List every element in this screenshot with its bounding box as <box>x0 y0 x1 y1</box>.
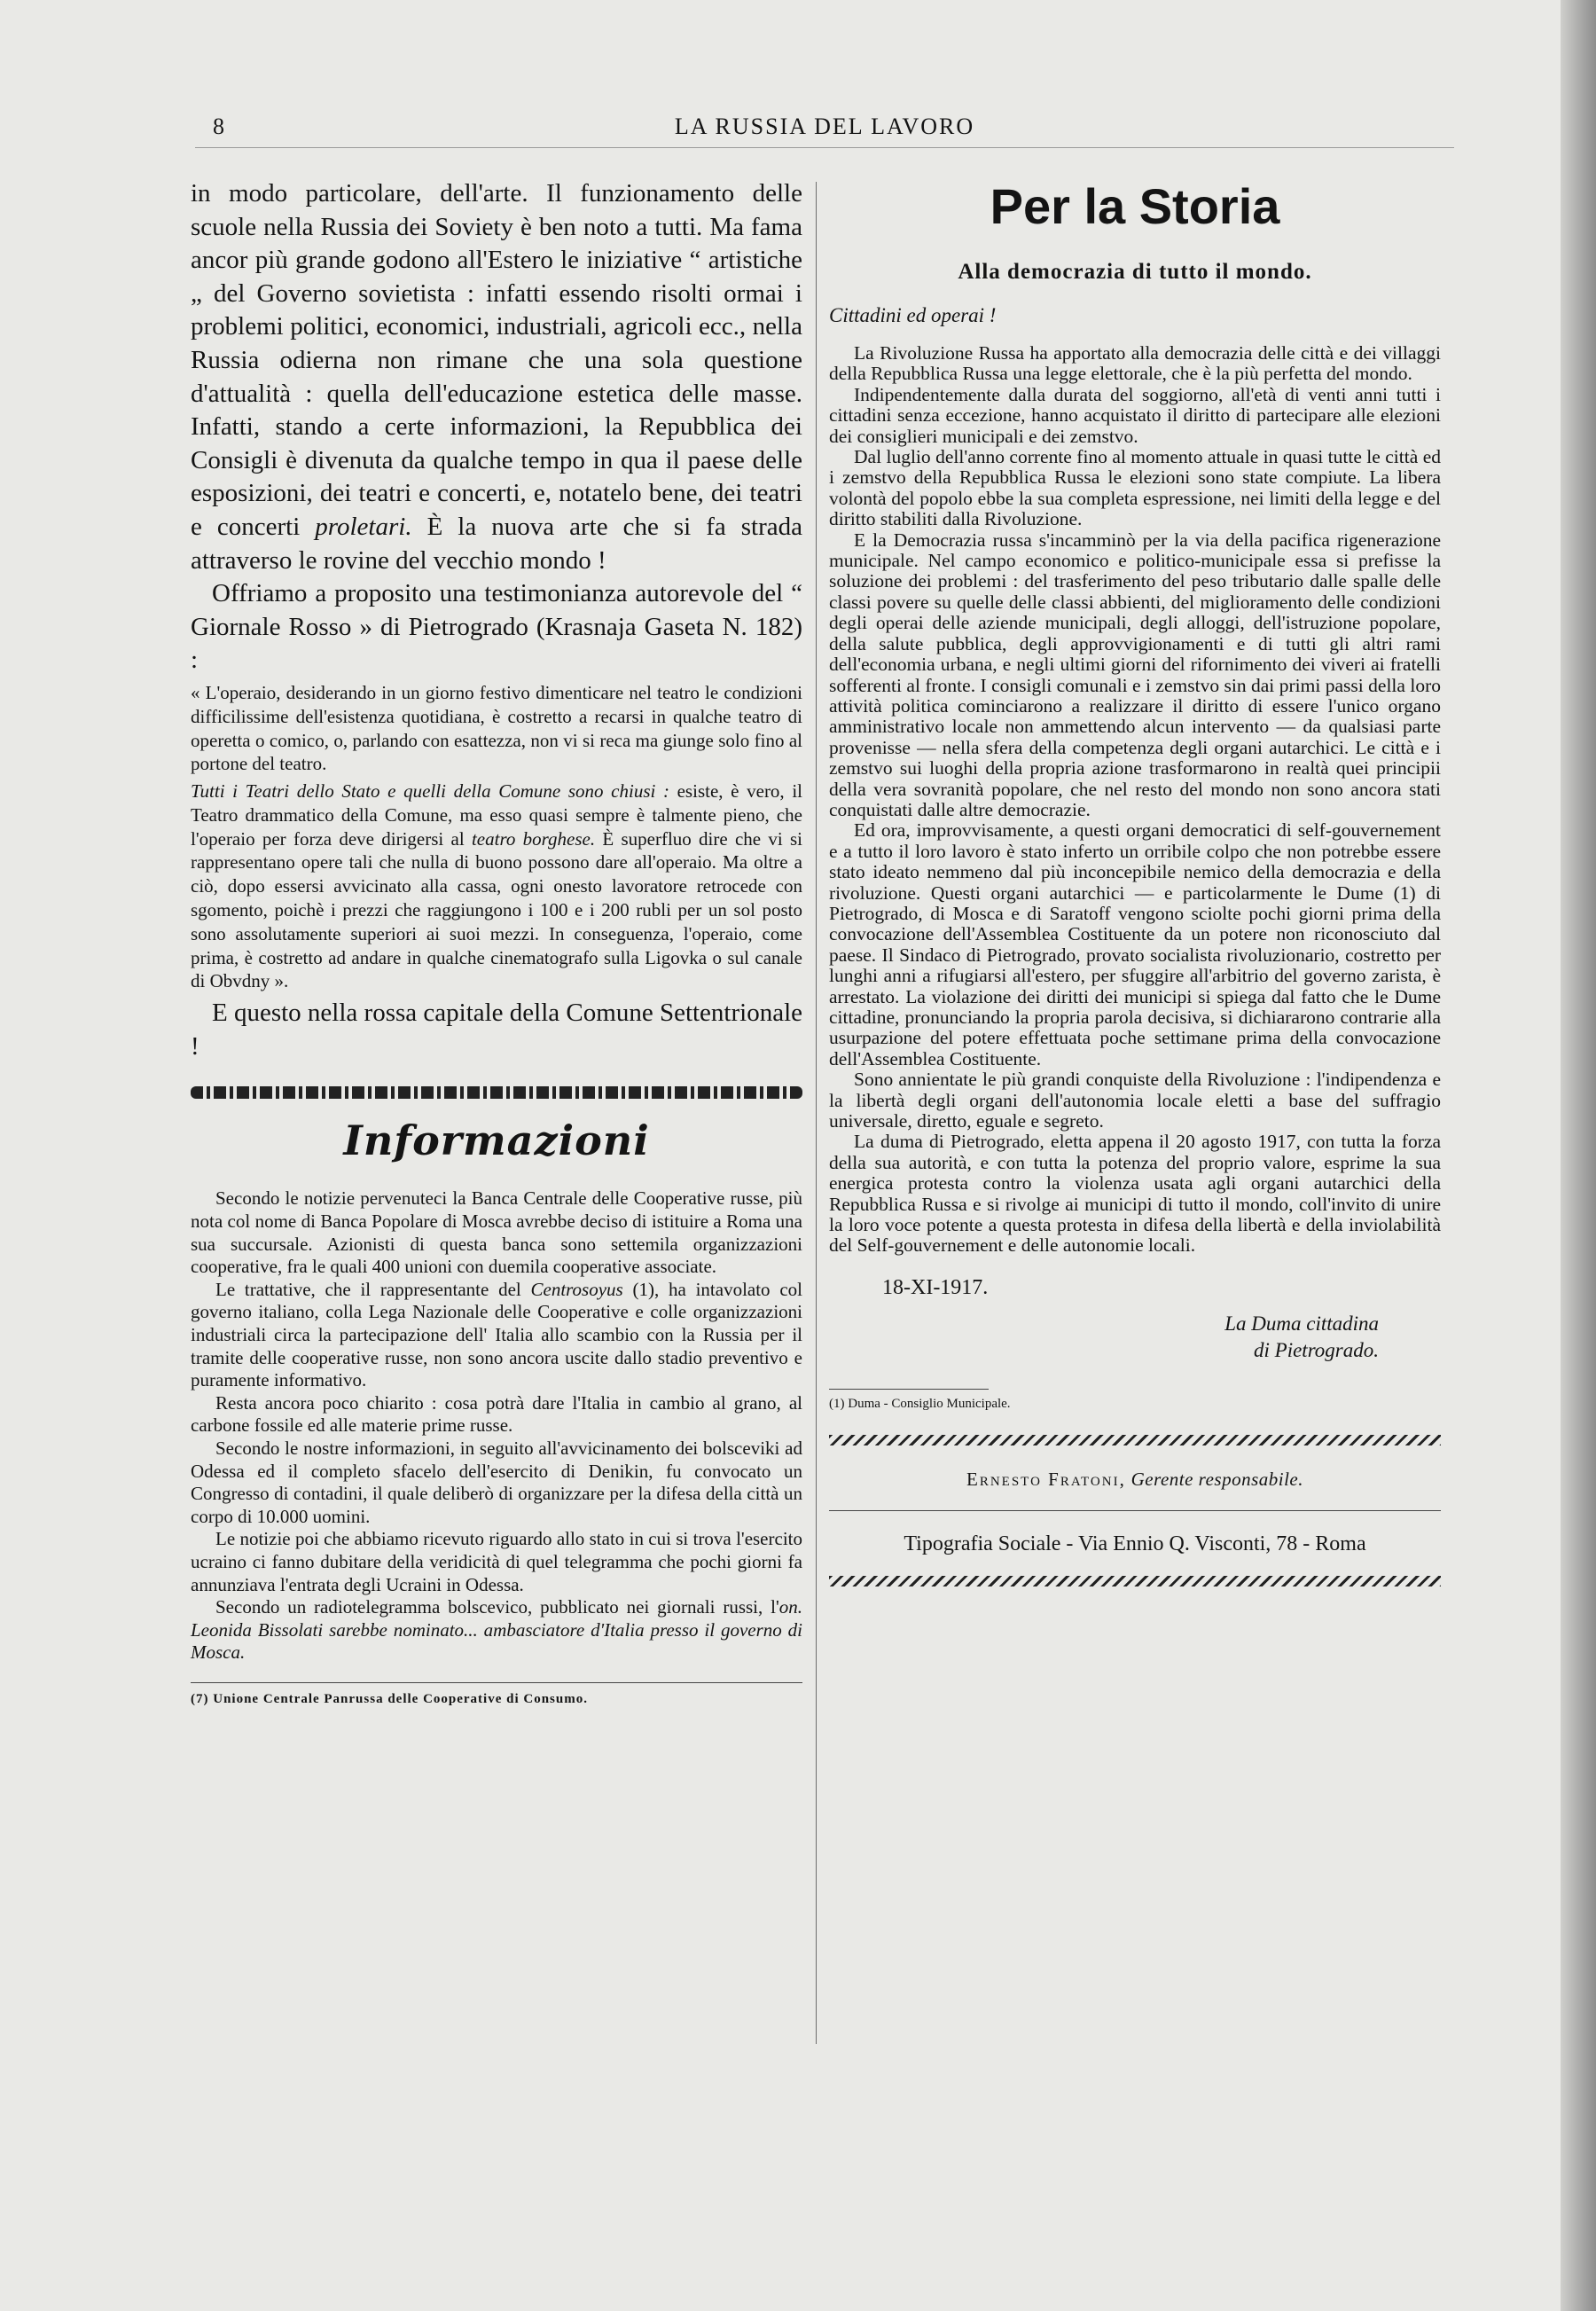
informazioni-heading: Informazioni <box>343 1116 650 1165</box>
article-continuation: in modo particolare, dell'arte. Il funzionamento delle scuole nella Russia dei Soviety è ben noto a tutti. Ma fama ancor più grande godono all'Estero le iniziative “ artistiche „ del Governo sovietista : infatti essendo risolti ormai i problemi politici, economici, industriali, agricoli ecc., nella Russia odierna non rimane che una sola questione d'attualità : quella dell'educazione estetica delle masse. Infatti, stando a certe informazioni, la Repubblica dei Consigli è divenuta da qualche tempo in qua il paese delle esposizioni, dei teatri e concerti, e, notatelo bene, dei teatri e concerti proletari. È la nuova arte che si fa strada attraverso le rovine del vecchio mondo ! <box>191 179 802 575</box>
article-body: La Rivoluzione Russa ha apportato alla democrazia delle città e dei villaggi della Repubblica Russa una legge elettorale, che è la più perfetta del mondo. Indipendentemente dalla durata del soggiorno, all'età di venti anni tutti i cittadini senza eccezione, hanno acquistato il diritto di partecipare alle elezioni dei consiglieri municipali e dei zemstvo. Dal luglio dell'anno corrente fino al momento attuale in quasi tutte le città ed i zemstvo della Repubblica Russa le elezioni sono state compiute. La libera volontà del popolo ebbe la sua completa espressione, nei limiti della legge e del diritto stabiliti dalla Rivoluzione. E la Democrazia russa s'incamminò per la via della pacifica rigenerazione municipale. Nel campo economico e politico-municipale essa si prefisse la soluzione dei problemi : del trasferimento del peso tributario dalle spalle delle classi povere su quelle delle classi abbienti, del miglioramento delle condizioni degli operai delle aziende municipali, degli alloggi, dell'istruzione popolare, della salute pubblica, degli approvvigionamenti e di tutti gli altri rami dell'economia urbana, e negli ultimi giorni del rifornimento dei viveri ai fratelli sofferenti al fronte. I consigli comunali e i zemstvo sin dai primi passi della loro attività politica cominciarono a realizzare il diritto di essere l'unico organo amministrativo locale non ammettendo alcun intervento — da qualsiasi parte provenisse — nella sfera della competenza degli organi autarchici. Le città e i zemstvo sui luoghi della propria azione trasformarono in realtà quei principii della vera sovranità popolare, che nel resto del mondo non sono ancora stati conquistati dalle altre democrazie. Ed ora, improvvisamente, a questi organi democratici di self-gouvernement e a tutto il loro lavoro è stato inferto un orribile colpo che non potrebbe essere stato ideato nemmeno dal più inconcepibile nemico della democrazia e della rivoluzione. Questi organi autarchici — e particolarmente le Dume (1) di Pietrogrado, di Mosca e di Saratoff vengono sciolte pochi giorni prima della convocazione dell'Assemblea Costituente da un potere non riconosciuto dal paese. Il Sindaco di Pietrogrado, provato socialista rivoluzionario, costretto per lunghi anni a rifugiarsi all'estero, per sfuggire all'arbitrio del governo zarista, è arrestato. La violazione dei diritti dei municipi si spiega dal fatto che le Dume cittadine, pronunciando la propria parola decisiva, si dichiararono contrarie alla usurpazione del potere effettuata poche settimane prima della convocazione dell'Assemblea Costituente. Sono annientate le più grandi conquiste della Rivoluzione : l'indipendenza e la libertà degli organi dell'autonomia locale eletti a base del suffragio universale, diretto, eguale e segreto. La duma di Pietrogrado, eletta appena il 20 agosto 1917, con tutta la forza della sua autorità, e con tutta la potenza del proprio valore, esprime la sua energica protesta contro la violenza usata agli organi autarchici della Repubblica Russa e si rivolge ai municipi di tutto il mondo, coll'invito di unire la loro voce potente a questa protesta in difesa della libertà e della inviolabilità del Self-gouvernement e delle autonomie locali. <box>829 342 1441 1257</box>
page-number: 8 <box>213 114 226 139</box>
page-edge <box>1561 0 1596 2311</box>
printer-imprint: Tipografia Sociale - Via Ennio Q. Visconti, 78 - Roma <box>904 1532 1366 1555</box>
article-paragraph: Offriamo a proposito una testimonianza autorevole del “ Giornale Rosso » di Pietrogrado (Krasnaja Gaseta N. 182) : <box>191 579 802 675</box>
publisher-credit: Ernesto Fratoni, Gerente responsabile. <box>966 1468 1303 1490</box>
right-column <box>829 177 1441 1586</box>
article-subtitle: Alla democrazia di tutto il mondo. <box>958 260 1312 284</box>
ornamental-divider <box>829 1576 1441 1586</box>
informazioni-section: Secondo le notizie pervenuteci la Banca Centrale delle Cooperative russe, più nota col nome di Banca Popolare di Mosca avrebbe deciso di istituire a Roma una sua succursale. Azionisti di questa banca sono settemila organizzazioni cooperative, fra le quali 400 unioni con duemila cooperative associate. Le trattative, che il rappresentante del Centrosoyus (1), ha intavolato col governo italiano, colla Lega Nazionale delle Cooperative e colle organizzazioni industriali circa la partecipazione dell' Italia allo scambio con la Russia per il tramite delle cooperative russe, non sono ancora uscite dallo stadio preventivo e puramente informativo. Resta ancora poco chiarito : cosa potrà dare l'Italia in cambio al grano, al carbone fossile ed alle materie prime russe. Secondo le nostre informazioni, in seguito all'avvicinamento dei bolsceviki ad Odessa ed il completo sfacelo dell'esercito di Denikin, fu convocato un Congresso di contadini, il quale deliberò di organizzare per la difesa della città un corpo di 10.000 uomini. Le notizie poi che abbiamo ricevuto riguardo allo stato in cui si trova l'esercito ucraino ci fanno dubitare della veridicità di quel telegramma che pochi giorni fa annunziava l'entrata degli Ucraini in Odessa. Secondo un radiotelegramma bolscevico, pubblicato nei giornali russi, l'on. Leonida Bissolati sarebbe nominato... ambasciatore d'Italia presso il governo di Mosca. (7) Unione Centrale Panrussa delle Cooperative di Consumo. <box>191 1187 802 1706</box>
signature: La Duma cittadina di Pietrogrado. <box>1224 1312 1379 1361</box>
footnote: (1) Duma - Consiglio Municipale. <box>829 1396 1011 1411</box>
salutation: Cittadini ed operai ! <box>829 304 997 326</box>
column-divider <box>816 182 817 2044</box>
article-date: 18-XI-1917. <box>882 1275 989 1299</box>
divider-line <box>829 1510 1441 1511</box>
ornamental-divider <box>829 1435 1441 1445</box>
article-title: Per la Storia <box>990 178 1280 234</box>
ornamental-divider <box>191 1086 802 1099</box>
article-closing: E questo nella rossa capitale della Comune Settentrionale ! <box>191 999 802 1061</box>
journal-title: LA RUSSIA DEL LAVORO <box>674 114 975 139</box>
footnote: (7) Unione Centrale Panrussa delle Cooperative di Consumo. <box>191 1682 802 1707</box>
left-column <box>191 177 802 1707</box>
running-head <box>195 105 1454 148</box>
footnote-rule <box>829 1389 989 1390</box>
quoted-passage: « L'operaio, desiderando in un giorno festivo dimenticare nel teatro le condizioni difficilissime dell'esistenza quotidiana, è costretto a recarsi in qualche teatro di operetta o comico, o, parlando con esattezza, non vi si reca ma giunge solo fino al portone del teatro. Tutti i Teatri dello Stato e quelli della Comune sono chiusi : esiste, è vero, il Teatro drammatico della Comune, ma esso quasi sempre è talmente pieno, che l'operaio per forza deve dirigersi al teatro borghese. È superfluo dire che vi si rappresentano opere tali che nulla di buono possono dare all'operaio. Ma oltre a ciò, dopo essersi avvicinato alla cassa, ogni onesto lavoratore retrocede con sgomento, poichè i prezzi che raggiungono i 100 e i 200 rubli per un sol posto sono assolutamente superiori ai suoi mezzi. In conseguenza, l'operaio, come prima, è costretto ad andare in qualche cinematografo sulla Ligovka o sul canale di Obvdny ». <box>191 681 803 992</box>
